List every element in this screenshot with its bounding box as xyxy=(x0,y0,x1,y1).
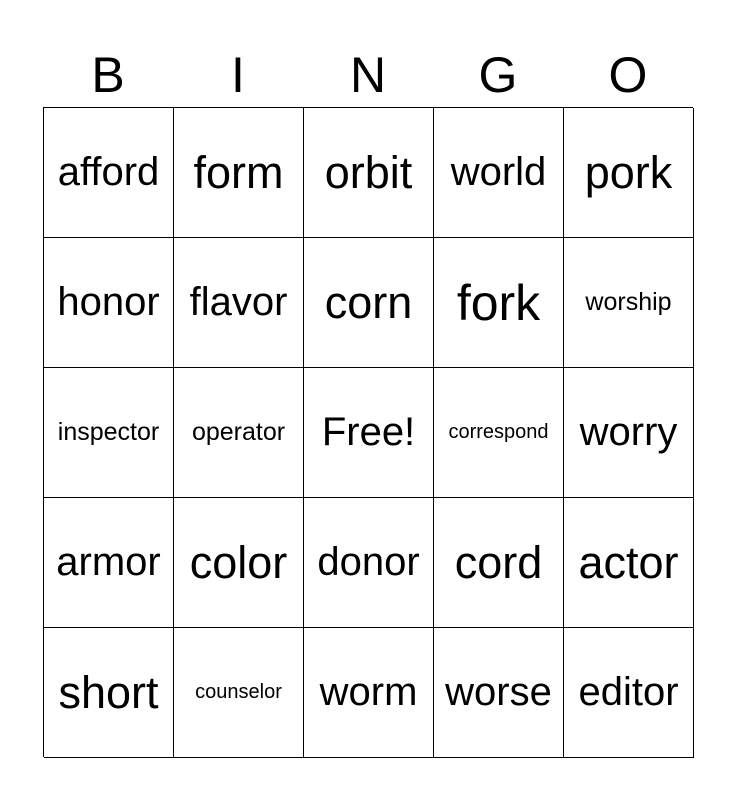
bingo-cell: world xyxy=(434,108,564,238)
bingo-cell: armor xyxy=(44,498,174,628)
bingo-cell: color xyxy=(174,498,304,628)
header-letter-o: O xyxy=(608,47,648,103)
header-letter-g: G xyxy=(478,47,518,103)
header-letter-n: N xyxy=(349,47,387,103)
bingo-cell: worm xyxy=(304,628,434,758)
free-space-cell: Free! xyxy=(304,368,434,498)
bingo-cell: counselor xyxy=(174,628,304,758)
bingo-cell: editor xyxy=(564,628,694,758)
bingo-cell: afford xyxy=(44,108,174,238)
bingo-header xyxy=(43,42,693,108)
bingo-cell: actor xyxy=(564,498,694,628)
bingo-cell: worry xyxy=(564,368,694,498)
bingo-cell: cord xyxy=(434,498,564,628)
header-letter-i: I xyxy=(231,47,245,103)
header-letter-b: B xyxy=(91,47,125,103)
bingo-cell: correspond xyxy=(434,368,564,498)
bingo-cell: worse xyxy=(434,628,564,758)
bingo-cell: corn xyxy=(304,238,434,368)
bingo-cell: form xyxy=(174,108,304,238)
bingo-cell: honor xyxy=(44,238,174,368)
bingo-cell: flavor xyxy=(174,238,304,368)
bingo-cell: fork xyxy=(434,238,564,368)
bingo-cell: operator xyxy=(174,368,304,498)
bingo-cell: pork xyxy=(564,108,694,238)
bingo-cell: short xyxy=(44,628,174,758)
bingo-cell: donor xyxy=(304,498,434,628)
bingo-cell: orbit xyxy=(304,108,434,238)
bingo-cell: worship xyxy=(564,238,694,368)
bingo-cell: inspector xyxy=(44,368,174,498)
bingo-board xyxy=(43,107,693,757)
